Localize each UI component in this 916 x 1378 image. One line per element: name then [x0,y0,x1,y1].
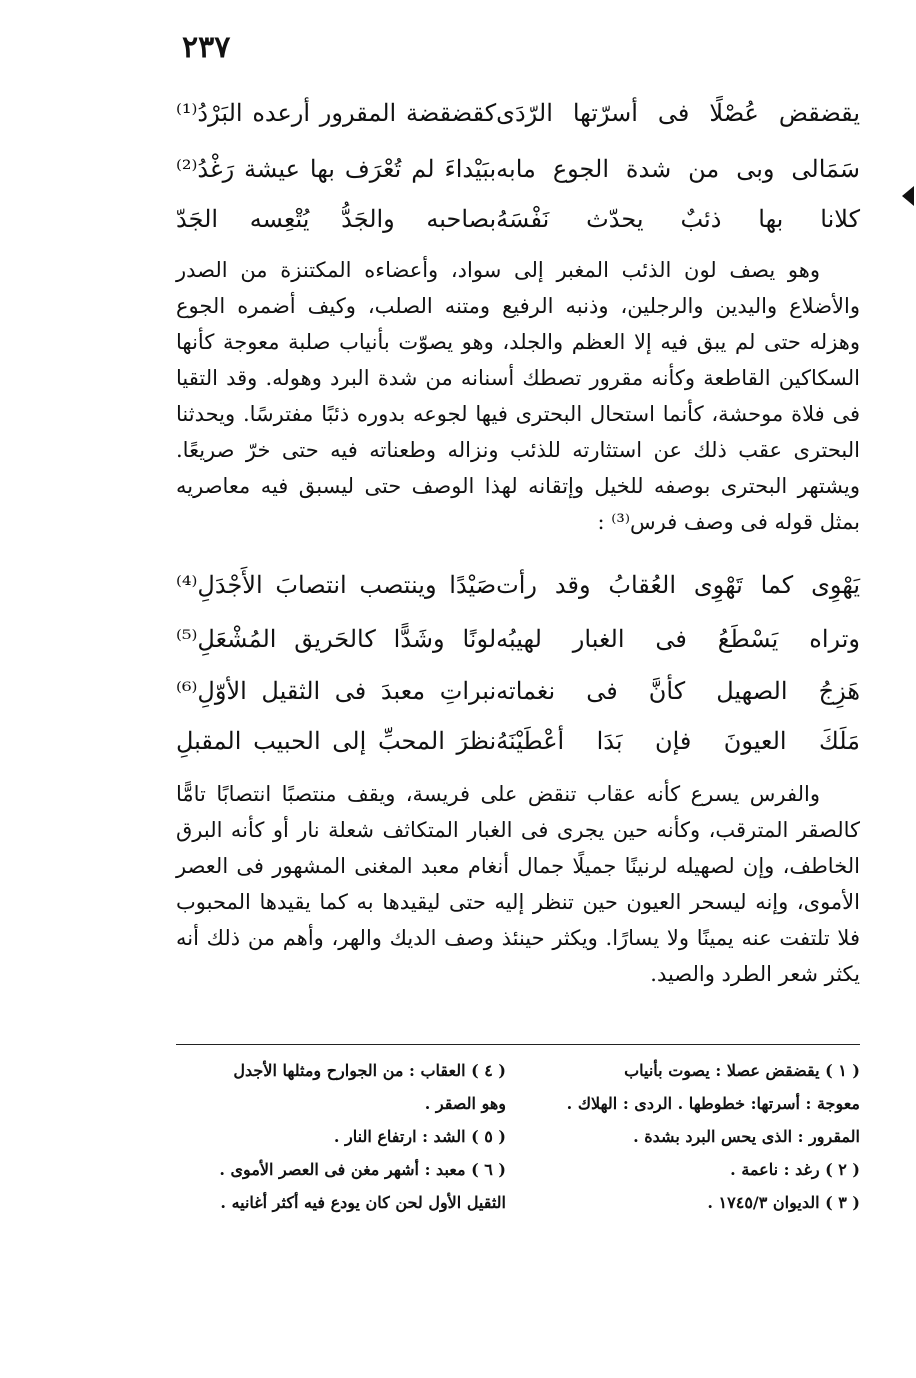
paragraph-text: وهو يصف لون الذئب المغبر إلى سواد، وأعضاءه المكتنزة من الصدر والأضلاع واليدين والرجلين، وذنبه الرفيع ومتنه الصلب، وكيف أضمره الجوع وهزله حتى لم يبق فيه إلا العظم والجلد، وهو يصوّت بأنياب صلبة معوجة كأنها السكاكين القاطعة وكأنه مقرور تصطك أسنانه من شدة البرد وهوله. وقد التقيا فى فلاة موحشة، كأنما استحال البحترى فيها لجوعه بدوره ذئبًا مفترسًا. ويحدثنا البحترى عقب ذلك عن استثارته للذئب ونزاله وطعناته فيه حتى خرّ صريعًا. ويشتهر البحترى بوصفه للخيل وإتقانه لهذا الوصف حتى ليسبق فيه معاصريه بمثل قوله فى وصف فرس⁽³⁾ : [176,258,860,534]
verse-second-hemistich: ببَيْداءَ لم تُعْرَف بها عيشة رَغْدُ⁽²⁾ [176,155,497,183]
body-paragraph [176,252,860,540]
verse-second-hemistich: نظرَ المحبِّ إلى الحبيب المقبلِ [176,727,497,755]
verse-first-hemistich: مَلَكَ العيونَ فإن بَدَا أعْطَيْنَهُ [496,727,860,755]
margin-mark-icon [902,186,914,206]
verse-line [176,90,860,136]
page-number: ٢٣٧ [182,30,231,65]
verse-first-hemistich: يقضقض عُصْلًا فى أسرّتها الرّدَى [496,99,860,127]
footnotes-left-column [176,1054,506,1219]
footnote-line: ( ١ ) يقضقض عصلا : يصوت بأنياب [624,1061,860,1080]
footnote-line: ( ٣ ) الديوان ١٧٤٥/٣ . [707,1193,860,1212]
verse-first-hemistich: كلانا بها ذئبٌ يحدّث نَفْسَهُ [496,205,860,233]
footnote-line: المقرور : الذى يحس البرد بشدة . [633,1127,860,1146]
verse-second-hemistich: كقضقضة المقرور أرعده البَرْدُ⁽¹⁾ [176,99,497,127]
body-paragraph [176,776,860,992]
footnote-line: ( ٦ ) معبد : أشهر مغن فى العصر الأموى . [219,1160,506,1179]
verse-first-hemistich: هَزِجُ الصهيل كأنَّ فى نغماته [496,677,860,705]
footnote-line: ( ٥ ) الشد : ارتفاع النار . [333,1127,506,1146]
verse-line [176,718,860,764]
footnote-divider [176,1044,860,1045]
verse-line [176,616,860,662]
footnote-line: ( ٢ ) رغد : ناعمة . [730,1160,860,1179]
footnote-line: ( ٤ ) العقاب : من الجوارح ومثلها الأجدل [233,1061,506,1080]
footnote-line: وهو الصقر . [424,1094,506,1113]
footnotes-right-column [520,1054,860,1219]
verse-line [176,196,860,242]
footnote-line: الثقيل الأول لحن كان يودع فيه أكثر أغانيه . [220,1193,506,1212]
verse-line [176,146,860,192]
verse-second-hemistich: لونًا وشَدًّا كالحَريق المُشْعَلِ⁽⁵⁾ [176,625,497,653]
verse-first-hemistich: وتراه يَسْطَعُ فى الغبار لهيبُه [496,625,860,653]
verse-second-hemistich: صَيْدًا وينتصب انتصابَ الأَجْدَلِ⁽⁴⁾ [176,571,497,599]
verse-second-hemistich: بصاحبه والجَدُّ يُتْعِسه الجَدّ [176,205,497,233]
verse-second-hemistich: نبراتِ معبدَ فى الثقيل الأوّلِ⁽⁶⁾ [176,677,497,705]
verse-first-hemistich: يَهْوِى كما تَهْوِى العُقابُ وقد رأت [496,571,860,599]
paragraph-text: والفرس يسرع كأنه عقاب تنقض على فريسة، ويقف منتصبًا انتصابًا تامًّا كالصقر المترقب، وكأنه حين يجرى فى الغبار المتكاثف شعلة نار أو كأنه البرق الخاطف، وإن لصهيله لرنينًا جميلًا جمال أنغام معبد المغنى المشهور فى العصر الأموى، وإنه ليسحر العيون حين تنظر إليه حتى ليقيدها به كما يقيدها المحبوب فلا تلتفت عنه يمينًا ولا يسارًا. ويكثر حينئذ وصف الديك والهر، وأهم من ذلك أنه يكثر شعر الطرد والصيد. [176,782,860,986]
verse-line [176,562,860,608]
verse-first-hemistich: سَمَالى وبى من شدة الجوع مابه [496,155,860,183]
footnote-line: معوجة : أسرتها: خطوطها . الردى : الهلاك . [566,1094,860,1113]
verse-line [176,668,860,714]
